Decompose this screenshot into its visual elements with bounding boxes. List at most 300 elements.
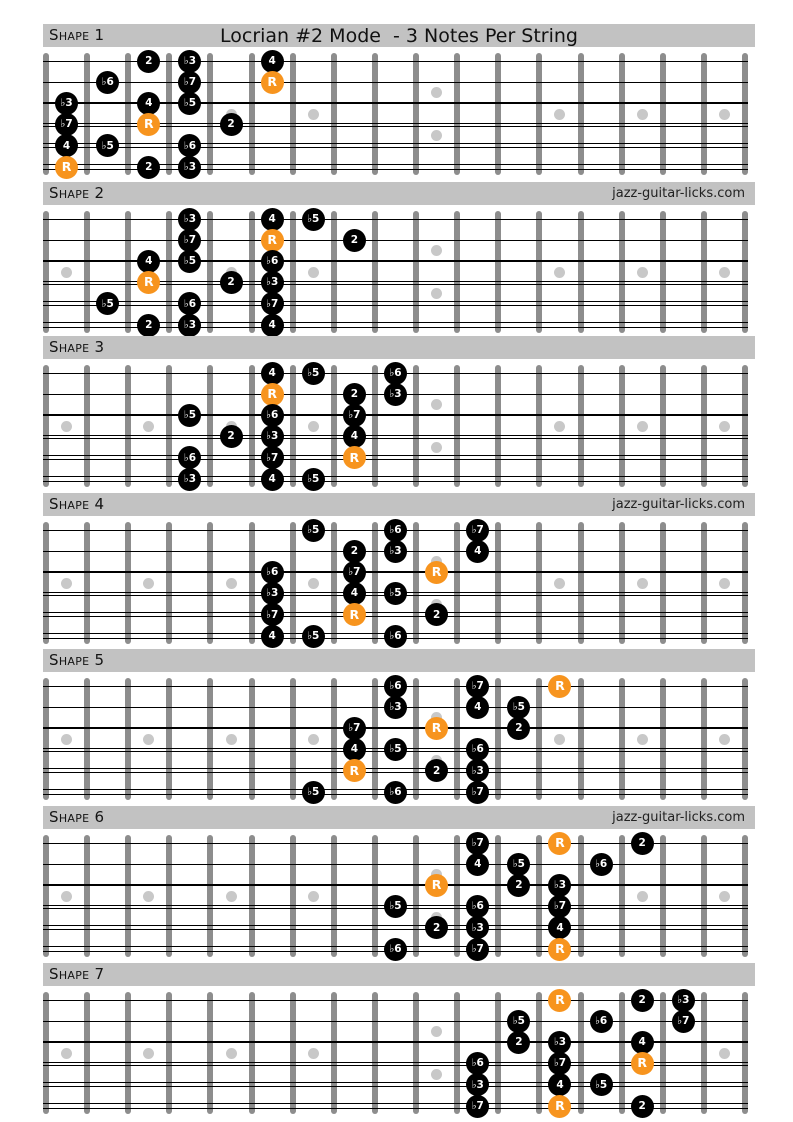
fret-wire xyxy=(495,522,501,644)
shape-label: Shape 3 xyxy=(49,338,105,356)
note-dot: 2 xyxy=(220,425,243,448)
inlay-marker-dot xyxy=(719,267,730,278)
fret-wire xyxy=(701,678,707,800)
note-dot: ♭5 xyxy=(384,895,407,918)
note-dot: ♭7 xyxy=(343,561,366,584)
fret-wire xyxy=(331,992,337,1114)
string-5 xyxy=(43,143,748,148)
fret-wire xyxy=(413,522,419,644)
shape-label: Shape 2 xyxy=(49,184,105,202)
note-dot: ♭3 xyxy=(261,271,284,294)
inlay-marker-dot xyxy=(226,734,237,745)
note-dot: 2 xyxy=(220,271,243,294)
fret-wire xyxy=(84,211,90,333)
note-dot: ♭7 xyxy=(261,292,284,315)
inlay-marker-dot xyxy=(719,578,730,589)
root-note-dot: R xyxy=(137,271,160,294)
note-dot: ♭3 xyxy=(178,156,201,179)
shape-block-3 xyxy=(0,336,793,492)
note-dot: ♭7 xyxy=(261,446,284,469)
note-dot: 2 xyxy=(507,874,530,897)
string-2 xyxy=(43,1021,748,1022)
note-dot: ♭5 xyxy=(590,1073,613,1096)
fret-wire xyxy=(660,992,666,1114)
note-dot: 4 xyxy=(548,1073,571,1096)
fret-wire xyxy=(166,522,172,644)
note-dot: 4 xyxy=(261,362,284,385)
fret-wire xyxy=(249,211,255,333)
fret-wire xyxy=(43,211,49,333)
root-note-dot: R xyxy=(343,446,366,469)
string-3 xyxy=(43,571,748,573)
note-dot: ♭7 xyxy=(343,717,366,740)
string-5 xyxy=(43,612,748,617)
note-dot: ♭7 xyxy=(466,519,489,542)
note-dot: ♭7 xyxy=(672,1010,695,1033)
inlay-marker-dot xyxy=(719,1048,730,1059)
fret-wire xyxy=(701,365,707,487)
fret-wire xyxy=(207,365,213,487)
inlay-marker-dot xyxy=(637,421,648,432)
root-note-dot: R xyxy=(631,1052,654,1075)
fretboard xyxy=(0,24,793,180)
note-dot: ♭3 xyxy=(384,696,407,719)
note-dot: ♭3 xyxy=(672,989,695,1012)
fret-wire xyxy=(84,835,90,957)
fret-wire xyxy=(166,992,172,1114)
fret-wire xyxy=(619,678,625,800)
fret-wire xyxy=(372,53,378,175)
note-dot: 4 xyxy=(466,696,489,719)
inlay-marker-dot xyxy=(637,109,648,120)
note-dot: ♭5 xyxy=(178,250,201,273)
inlay-marker-dot xyxy=(554,734,565,745)
fret-wire xyxy=(84,678,90,800)
fret-wire xyxy=(742,365,748,487)
note-dot: ♭7 xyxy=(466,675,489,698)
inlay-marker-dot xyxy=(143,1048,154,1059)
fret-wire xyxy=(536,835,542,957)
fret-wire xyxy=(413,835,419,957)
fret-wire xyxy=(536,365,542,487)
shape-block-6 xyxy=(0,806,793,962)
inlay-marker-double-dot xyxy=(431,399,442,410)
fret-wire xyxy=(166,365,172,487)
note-dot: ♭5 xyxy=(96,292,119,315)
fret-wire xyxy=(619,992,625,1114)
inlay-marker-dot xyxy=(719,734,730,745)
fret-wire xyxy=(331,678,337,800)
inlay-marker-dot xyxy=(554,578,565,589)
note-dot: 2 xyxy=(425,916,448,939)
inlay-marker-double-dot xyxy=(431,1026,442,1037)
note-dot: 2 xyxy=(507,717,530,740)
string-5 xyxy=(43,768,748,773)
fret-wire xyxy=(660,211,666,333)
root-note-dot: R xyxy=(261,229,284,252)
root-note-dot: R xyxy=(548,938,571,961)
fret-wire xyxy=(660,53,666,175)
inlay-marker-dot xyxy=(308,109,319,120)
fret-wire xyxy=(619,522,625,644)
inlay-marker-dot xyxy=(143,421,154,432)
note-dot: ♭6 xyxy=(96,71,119,94)
note-dot: ♭5 xyxy=(507,696,530,719)
inlay-marker-double-dot xyxy=(431,288,442,299)
note-dot: ♭3 xyxy=(548,1031,571,1054)
note-dot: ♭3 xyxy=(178,468,201,491)
note-dot: ♭5 xyxy=(302,208,325,231)
inlay-marker-double-dot xyxy=(431,87,442,98)
note-dot: ♭3 xyxy=(178,208,201,231)
fret-wire xyxy=(495,678,501,800)
note-dot: 4 xyxy=(466,540,489,563)
fret-wire xyxy=(43,992,49,1114)
inlay-marker-dot xyxy=(554,109,565,120)
note-dot: ♭7 xyxy=(343,404,366,427)
inlay-marker-double-dot xyxy=(431,130,442,141)
note-dot: ♭7 xyxy=(178,229,201,252)
inlay-marker-dot xyxy=(61,267,72,278)
note-dot: 4 xyxy=(261,468,284,491)
note-dot: ♭3 xyxy=(466,759,489,782)
fret-wire xyxy=(290,992,296,1114)
note-dot: ♭3 xyxy=(178,50,201,73)
note-dot: ♭7 xyxy=(178,71,201,94)
note-dot: ♭6 xyxy=(384,362,407,385)
inlay-marker-dot xyxy=(61,421,72,432)
fret-wire xyxy=(166,678,172,800)
fret-wire xyxy=(578,522,584,644)
inlay-marker-dot xyxy=(143,891,154,902)
fret-wire xyxy=(578,53,584,175)
inlay-marker-dot xyxy=(637,267,648,278)
root-note-dot: R xyxy=(261,383,284,406)
root-note-dot: R xyxy=(55,156,78,179)
inlay-marker-dot xyxy=(554,421,565,432)
note-dot: ♭5 xyxy=(302,625,325,648)
inlay-marker-dot xyxy=(719,891,730,902)
fret-wire xyxy=(249,522,255,644)
note-dot: ♭5 xyxy=(507,1010,530,1033)
fret-wire xyxy=(495,53,501,175)
fret-wire xyxy=(290,835,296,957)
root-note-dot: R xyxy=(425,717,448,740)
note-dot: ♭6 xyxy=(466,738,489,761)
fret-wire xyxy=(249,678,255,800)
inlay-marker-dot xyxy=(719,421,730,432)
inlay-marker-dot xyxy=(637,578,648,589)
shape-block-5 xyxy=(0,649,793,805)
note-dot: ♭5 xyxy=(178,92,201,115)
fret-wire xyxy=(372,365,378,487)
fret-wire xyxy=(495,835,501,957)
fret-wire xyxy=(536,53,542,175)
root-note-dot: R xyxy=(261,71,284,94)
shape-block-7 xyxy=(0,963,793,1119)
note-dot: ♭3 xyxy=(384,383,407,406)
fret-wire xyxy=(207,678,213,800)
note-dot: ♭6 xyxy=(384,519,407,542)
note-dot: ♭6 xyxy=(261,250,284,273)
note-dot: 4 xyxy=(261,208,284,231)
root-note-dot: R xyxy=(548,1095,571,1118)
inlay-marker-dot xyxy=(61,734,72,745)
inlay-marker-double-dot xyxy=(431,245,442,256)
fret-wire xyxy=(578,992,584,1114)
note-dot: 4 xyxy=(343,425,366,448)
fret-wire xyxy=(372,522,378,644)
shape-block-1 xyxy=(0,24,793,180)
fret-wire xyxy=(125,365,131,487)
root-note-dot: R xyxy=(548,832,571,855)
note-dot: 2 xyxy=(425,759,448,782)
note-dot: 2 xyxy=(220,113,243,136)
fret-wire xyxy=(43,835,49,957)
note-dot: ♭6 xyxy=(384,938,407,961)
inlay-marker-dot xyxy=(308,267,319,278)
fret-wire xyxy=(331,835,337,957)
note-dot: ♭7 xyxy=(466,938,489,961)
note-dot: ♭7 xyxy=(548,895,571,918)
note-dot: ♭5 xyxy=(96,134,119,157)
fret-wire xyxy=(207,211,213,333)
fretboard xyxy=(0,182,793,338)
note-dot: ♭6 xyxy=(466,895,489,918)
inlay-marker-dot xyxy=(61,891,72,902)
fret-wire xyxy=(84,992,90,1114)
string-5 xyxy=(43,455,748,460)
note-dot: 2 xyxy=(631,989,654,1012)
fret-wire xyxy=(207,835,213,957)
inlay-marker-dot xyxy=(308,1048,319,1059)
fret-wire xyxy=(125,522,131,644)
fret-wire xyxy=(372,992,378,1114)
root-note-dot: R xyxy=(425,561,448,584)
note-dot: ♭5 xyxy=(302,781,325,804)
fret-wire xyxy=(742,835,748,957)
fret-wire xyxy=(742,53,748,175)
fret-wire xyxy=(84,522,90,644)
note-dot: ♭6 xyxy=(178,446,201,469)
watermark-text: jazz-guitar-licks.com xyxy=(612,186,745,201)
fret-wire xyxy=(372,211,378,333)
shape-block-4 xyxy=(0,493,793,649)
fret-wire xyxy=(413,678,419,800)
note-dot: 4 xyxy=(261,50,284,73)
shape-label: Shape 7 xyxy=(49,965,105,983)
note-dot: ♭7 xyxy=(261,603,284,626)
fret-wire xyxy=(207,522,213,644)
fret-wire xyxy=(413,211,419,333)
note-dot: 2 xyxy=(631,832,654,855)
fretboard xyxy=(0,336,793,492)
inlay-marker-dot xyxy=(637,891,648,902)
fret-wire xyxy=(701,522,707,644)
fret-wire xyxy=(249,992,255,1114)
note-dot: ♭3 xyxy=(384,540,407,563)
note-dot: ♭5 xyxy=(507,853,530,876)
note-dot: ♭3 xyxy=(261,425,284,448)
fret-wire xyxy=(619,53,625,175)
fret-wire xyxy=(742,522,748,644)
inlay-marker-dot xyxy=(226,578,237,589)
inlay-marker-dot xyxy=(61,1048,72,1059)
string-3 xyxy=(43,727,748,729)
fretboard xyxy=(0,493,793,649)
string-3 xyxy=(43,884,748,886)
fret-wire xyxy=(372,835,378,957)
shape-label: Shape 5 xyxy=(49,651,105,669)
fret-wire xyxy=(578,365,584,487)
note-dot: 4 xyxy=(343,738,366,761)
note-dot: 4 xyxy=(261,625,284,648)
fret-wire xyxy=(742,992,748,1114)
fret-wire xyxy=(454,522,460,644)
page-title: Locrian #2 Mode - 3 Notes Per String xyxy=(220,25,578,47)
inlay-marker-dot xyxy=(226,1048,237,1059)
inlay-marker-dot xyxy=(143,578,154,589)
string-4 xyxy=(43,435,748,439)
string-6 xyxy=(43,476,748,482)
fret-wire xyxy=(495,365,501,487)
fret-wire xyxy=(413,365,419,487)
fret-wire xyxy=(536,678,542,800)
inlay-marker-dot xyxy=(226,891,237,902)
note-dot: 2 xyxy=(343,383,366,406)
fret-wire xyxy=(249,53,255,175)
fret-wire xyxy=(331,365,337,487)
note-dot: ♭5 xyxy=(178,404,201,427)
root-note-dot: R xyxy=(137,113,160,136)
fret-wire xyxy=(125,53,131,175)
fret-wire xyxy=(166,53,172,175)
inlay-marker-double-dot xyxy=(431,442,442,453)
note-dot: 4 xyxy=(261,314,284,337)
fret-wire xyxy=(413,53,419,175)
note-dot: ♭3 xyxy=(466,1073,489,1096)
inlay-marker-dot xyxy=(719,109,730,120)
fret-wire xyxy=(701,211,707,333)
fret-wire xyxy=(454,678,460,800)
fret-wire xyxy=(454,365,460,487)
fret-wire xyxy=(413,992,419,1114)
fret-wire xyxy=(578,835,584,957)
fret-wire xyxy=(125,992,131,1114)
note-dot: ♭3 xyxy=(261,582,284,605)
fret-wire xyxy=(536,211,542,333)
inlay-marker-dot xyxy=(143,734,154,745)
fret-wire xyxy=(660,835,666,957)
fret-wire xyxy=(207,992,213,1114)
root-note-dot: R xyxy=(548,989,571,1012)
note-dot: ♭7 xyxy=(466,832,489,855)
note-dot: ♭6 xyxy=(178,134,201,157)
note-dot: ♭6 xyxy=(466,1052,489,1075)
fret-wire xyxy=(249,365,255,487)
note-dot: 4 xyxy=(343,582,366,605)
fret-wire xyxy=(43,522,49,644)
watermark-text: jazz-guitar-licks.com xyxy=(612,497,745,512)
note-dot: ♭5 xyxy=(302,519,325,542)
fret-wire xyxy=(619,365,625,487)
note-dot: ♭6 xyxy=(384,781,407,804)
fret-wire xyxy=(701,53,707,175)
note-dot: ♭5 xyxy=(384,738,407,761)
note-dot: 2 xyxy=(631,1095,654,1118)
string-5 xyxy=(43,925,748,930)
inlay-marker-dot xyxy=(308,421,319,432)
fret-wire xyxy=(372,678,378,800)
note-dot: ♭6 xyxy=(261,561,284,584)
fret-wire xyxy=(290,678,296,800)
fret-wire xyxy=(43,678,49,800)
string-2 xyxy=(43,864,748,865)
note-dot: 4 xyxy=(137,92,160,115)
inlay-marker-dot xyxy=(308,891,319,902)
fret-wire xyxy=(125,835,131,957)
fretboard xyxy=(0,649,793,805)
fret-wire xyxy=(290,365,296,487)
note-dot: ♭3 xyxy=(548,874,571,897)
fret-wire xyxy=(125,211,131,333)
fret-wire xyxy=(125,678,131,800)
inlay-marker-dot xyxy=(308,578,319,589)
fret-wire xyxy=(536,522,542,644)
string-3 xyxy=(43,414,748,416)
fret-wire xyxy=(701,992,707,1114)
fret-wire xyxy=(742,678,748,800)
inlay-marker-dot xyxy=(554,267,565,278)
note-dot: 2 xyxy=(343,540,366,563)
root-note-dot: R xyxy=(343,759,366,782)
fret-wire xyxy=(84,53,90,175)
fret-wire xyxy=(43,53,49,175)
string-2 xyxy=(43,82,748,83)
note-dot: ♭5 xyxy=(384,582,407,605)
note-dot: ♭7 xyxy=(466,781,489,804)
fret-wire xyxy=(290,53,296,175)
fret-wire xyxy=(495,992,501,1114)
fret-wire xyxy=(290,522,296,644)
note-dot: 2 xyxy=(507,1031,530,1054)
fret-wire xyxy=(701,835,707,957)
shape-label: Shape 4 xyxy=(49,495,105,513)
note-dot: ♭7 xyxy=(548,1052,571,1075)
note-dot: 2 xyxy=(137,156,160,179)
fretboard xyxy=(0,963,793,1119)
string-5 xyxy=(43,1082,748,1087)
fret-wire xyxy=(166,211,172,333)
note-dot: ♭6 xyxy=(590,853,613,876)
fret-wire xyxy=(495,211,501,333)
fret-wire xyxy=(84,365,90,487)
note-dot: 2 xyxy=(343,229,366,252)
fret-wire xyxy=(536,992,542,1114)
fret-wire xyxy=(619,211,625,333)
fret-wire xyxy=(454,211,460,333)
note-dot: 4 xyxy=(137,250,160,273)
note-dot: ♭5 xyxy=(302,468,325,491)
fret-wire xyxy=(166,835,172,957)
note-dot: 2 xyxy=(137,50,160,73)
note-dot: ♭7 xyxy=(466,1095,489,1118)
fret-wire xyxy=(331,522,337,644)
fret-wire xyxy=(454,992,460,1114)
note-dot: ♭3 xyxy=(178,314,201,337)
note-dot: ♭3 xyxy=(466,916,489,939)
fret-wire xyxy=(619,835,625,957)
